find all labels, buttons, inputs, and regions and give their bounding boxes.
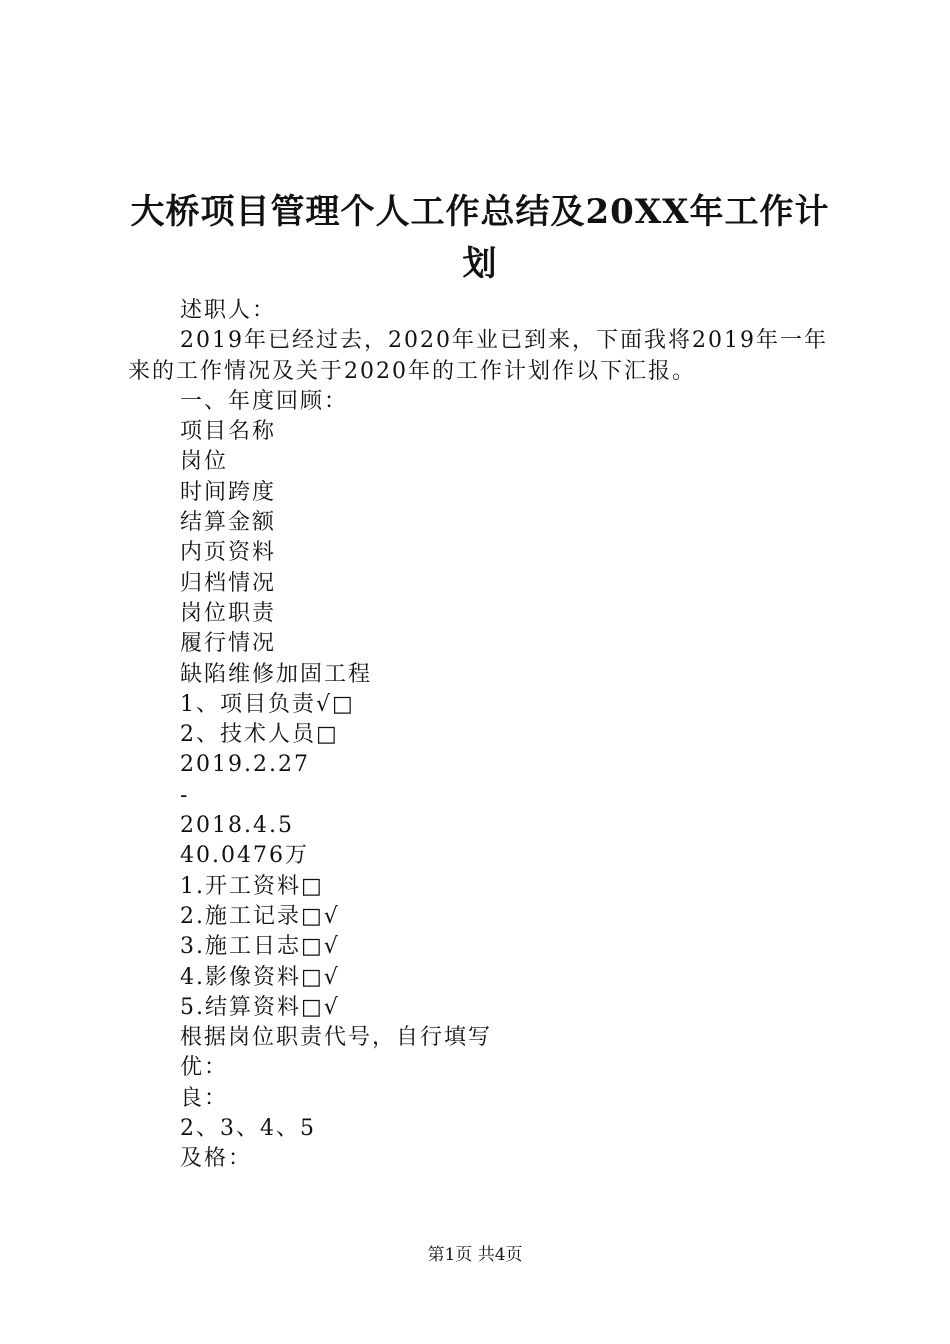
list-item: 5.结算资料□√ — [180, 994, 340, 1020]
list-item: 岗位职责 — [180, 600, 277, 626]
list-item: 履行情况 — [180, 631, 277, 657]
list-item: 2018.4.5 — [180, 813, 294, 839]
list-item: 内页资料 — [180, 540, 277, 566]
list-item: 2、技术人员□ — [180, 722, 339, 748]
reporter-line: 述职人： — [180, 298, 277, 323]
list-item: 根据岗位职责代号，自行填写 — [180, 1025, 493, 1051]
list-item: 40.0476万 — [180, 843, 309, 869]
list-item: 1、项目负责√□ — [180, 691, 355, 717]
list-item: 岗位 — [180, 449, 229, 475]
list-item: - — [180, 782, 190, 808]
list-item: 结算金额 — [180, 510, 277, 536]
list-item: 及格： — [180, 1146, 253, 1172]
list-item: 项目名称 — [180, 419, 277, 445]
list-item: 2019.2.27 — [180, 752, 310, 778]
list-item: 良： — [180, 1085, 229, 1111]
intro-paragraph: 2019年已经过去，2020年业已到来，下面我将2019年一年来的工作情况及关于2020年的工作计划作以下汇报。 — [128, 328, 828, 384]
list-item: 2、3、4、5 — [180, 1116, 316, 1142]
list-item: 2.施工记录□√ — [180, 903, 340, 929]
list-item: 3.施工日志□√ — [180, 934, 340, 960]
list-item: 优： — [180, 1055, 229, 1081]
list-item: 时间跨度 — [180, 479, 277, 505]
section-heading: 一、年度回顾： — [180, 388, 349, 414]
list-item: 4.影像资料□√ — [180, 964, 340, 990]
list-item: 1.开工资料□ — [180, 873, 324, 899]
page-number-footer: 第1页 共4页 — [427, 1245, 523, 1265]
list-item: 归档情况 — [180, 570, 277, 596]
list-item: 缺陷维修加固工程 — [180, 661, 373, 687]
document-body — [128, 296, 828, 1175]
document-title: 大桥项目管理个人工作总结及20XX年工作计划 — [130, 192, 830, 284]
